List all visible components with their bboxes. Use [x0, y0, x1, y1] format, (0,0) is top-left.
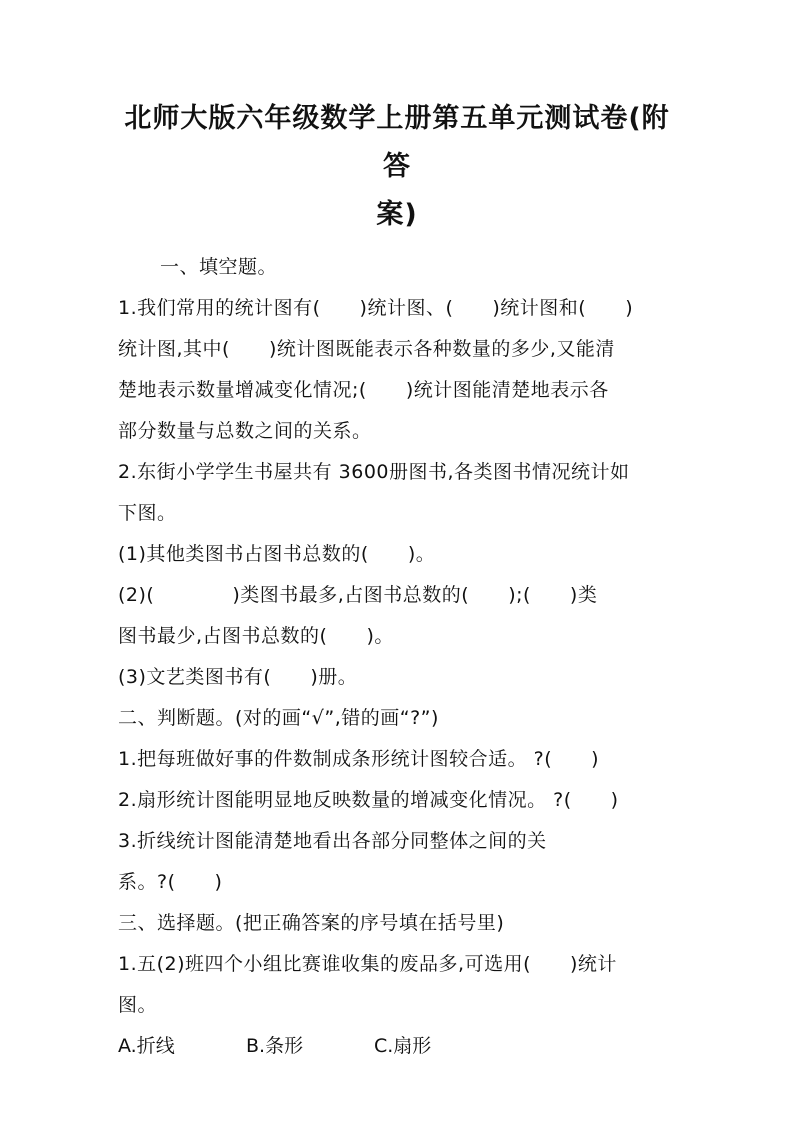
choice-q1-line-1: 1.五(2)班四个小组比赛谁收集的废品多,可选用( )统计: [118, 953, 617, 975]
section-choice-heading: 三、选择题。(把正确答案的序号填在括号里): [118, 912, 505, 934]
section-fill-heading: 一、填空题。: [160, 256, 278, 278]
fill-q2-line-2: 下图。: [118, 502, 177, 524]
title-line-1: 北师大版六年级数学上册第五单元测试卷(附答: [124, 103, 670, 182]
fill-q1-line-3: 楚地表示数量增减变化情况;( )统计图能清楚地表示各: [118, 379, 609, 401]
choice-option-a: A.折线: [118, 1035, 175, 1057]
section-judge-heading: 二、判断题。(对的画“√”,错的画“?”): [118, 707, 439, 729]
fill-q2-sub3: (3)文艺类图书有( )册。: [118, 666, 358, 688]
fill-q2-sub2-line-1: (2)( )类图书最多,占图书总数的( );( )类: [118, 584, 598, 606]
fill-q1-line-4: 部分数量与总数之间的关系。: [118, 420, 372, 442]
choice-q1-line-2: 图。: [118, 994, 158, 1016]
fill-q2-sub2-line-2: 图书最少,占图书总数的( )。: [118, 625, 394, 647]
judge-q2: 2.扇形统计图能明显地反映数量的增减变化情况。 ?( ): [118, 789, 619, 811]
choice-option-b: B.条形: [246, 1035, 304, 1057]
document-title: [118, 95, 676, 239]
judge-q1: 1.把每班做好事的件数制成条形统计图较合适。 ?( ): [118, 748, 600, 770]
choice-q1-options: [118, 1026, 676, 1067]
fill-q1-line-1: 1.我们常用的统计图有( )统计图、( )统计图和( ): [118, 297, 634, 319]
judge-q3-line-2: 系。?( ): [118, 871, 223, 893]
fill-q1-line-2: 统计图,其中( )统计图既能表示各种数量的多少,又能清: [118, 338, 615, 360]
judge-q3-line-1: 3.折线统计图能清楚地看出各部分同整体之间的关: [118, 830, 547, 852]
choice-option-c: C.扇形: [374, 1035, 432, 1057]
fill-q2-line-1: 2.东街小学学生书屋共有 3600册图书,各类图书情况统计如: [118, 461, 630, 483]
title-line-2: 案): [376, 199, 418, 230]
fill-q2-sub1: (1)其他类图书占图书总数的( )。: [118, 543, 436, 565]
